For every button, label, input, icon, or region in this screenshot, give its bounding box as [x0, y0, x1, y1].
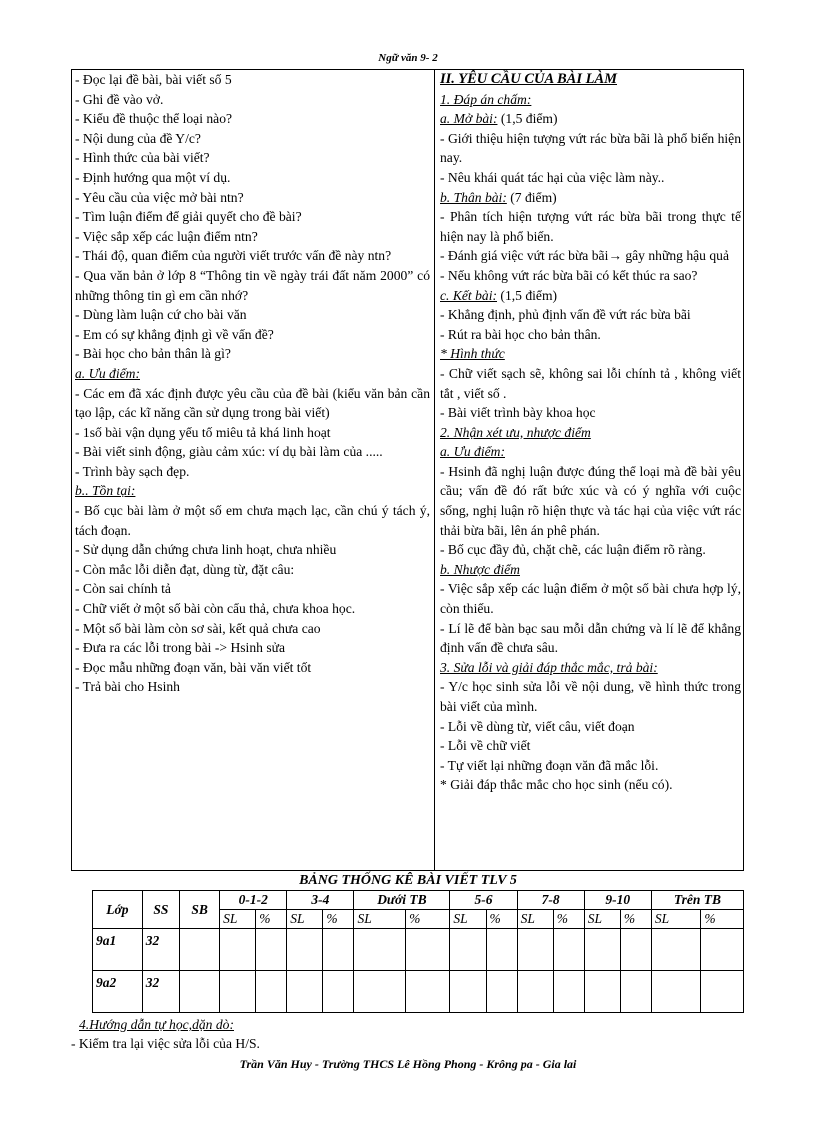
section-label: b. Nhược điểm: [440, 561, 520, 577]
empty-cell: [220, 971, 256, 1013]
stats-subheader-cell: %: [620, 910, 651, 929]
empty-cell: [620, 929, 651, 971]
right-line: * Giải đáp thắc mắc cho học sinh (nếu có).: [440, 777, 673, 793]
stats-header-cell: SS: [142, 891, 179, 929]
stats-subheader-cell: %: [553, 910, 584, 929]
stats-header-cell: 7-8: [517, 891, 584, 910]
left-line: - Định hướng qua một ví dụ.: [75, 169, 231, 185]
empty-cell: [323, 971, 354, 1013]
empty-cell: [354, 929, 406, 971]
section-label: 2. Nhận xét ưu, nhược điểm: [440, 424, 591, 440]
right-line: - Nếu không vứt rác bừa bãi có kết thúc ra sao?: [440, 267, 698, 283]
empty-cell: [180, 929, 220, 971]
stats-header-cell: Dưới TB: [354, 891, 450, 910]
section-score: (1,5 điểm): [497, 287, 558, 303]
stats-row: [93, 971, 744, 1013]
left-line: - Dùng làm luận cứ cho bài văn: [75, 307, 247, 323]
empty-cell: [553, 971, 584, 1013]
left-line: - Qua văn bản ở lớp 8 “Thông tin về ngày trái đất năm 2000” có những thông tin gì em cần nhớ?: [75, 267, 430, 303]
stats-subheader-cell: SL: [651, 910, 701, 929]
left-line: - Thái độ, quan điểm của người viết trước vấn đề này ntn?: [75, 248, 392, 264]
page-header: Ngữ văn 9- 2: [378, 52, 438, 64]
empty-cell: [701, 929, 744, 971]
stats-subheader-cell: %: [486, 910, 517, 929]
section-label: a. Ưu điểm:: [440, 444, 505, 460]
stats-subheader-cell: SL: [287, 910, 323, 929]
empty-cell: [220, 929, 256, 971]
left-line: - Đọc lại đề bài, bài viết số 5: [75, 72, 232, 87]
empty-cell: [701, 971, 744, 1013]
left-line: - Đưa ra các lỗi trong bài -> Hsinh sửa: [75, 640, 286, 656]
right-line: [440, 442, 741, 462]
right-line: - Giới thiệu hiện tượng vứt rác bừa bãi là phổ biến hiện nay.: [440, 130, 741, 166]
right-line: - Tự viết lại những đoạn văn đã mắc lỗi.: [440, 757, 659, 773]
right-line: [440, 286, 741, 306]
section-label: b. Thân bài:: [440, 189, 507, 205]
left-line: - Đọc mẫu những đoạn văn, bài văn viết tốt: [75, 659, 312, 675]
left-line: - Tìm luận điểm để giải quyết cho đề bài?: [75, 209, 302, 225]
homework-section: [71, 1015, 260, 1053]
right-line: - Phân tích hiện tượng vứt rác bừa bãi trong thực tế hiện nay là phổ biến.: [440, 209, 741, 244]
section-label: 1. Đáp án chấm:: [440, 91, 532, 107]
stats-row: [93, 929, 744, 971]
requirements-column: [435, 70, 743, 870]
empty-cell: [450, 971, 486, 1013]
stats-table: [92, 890, 744, 1013]
empty-cell: [651, 971, 701, 1013]
ss-cell: 32: [142, 929, 179, 971]
section-label: * Hình thức: [440, 346, 505, 362]
stats-subheader-cell: SL: [517, 910, 553, 929]
left-line: - Sử dụng dẫn chứng chưa linh hoạt, chưa nhiều: [75, 542, 337, 558]
empty-cell: [256, 971, 287, 1013]
right-line: - Khẳng định, phủ định vấn đề vứt rác bừa bãi: [440, 307, 691, 323]
right-line: [440, 344, 741, 364]
right-line: - Hsinh đã nghị luận được đúng thể loại mà đề bài yêu cầu; vấn đề đó rất bức xúc và có ý nghĩa với cuộc sống, nghị luận rõ hiện thực và tác hại của việc vứt rác thải bừa bãi, lên án phê phán.: [440, 463, 741, 538]
stats-header-cell: 9-10: [584, 891, 651, 910]
stats-header-cell: Lớp: [93, 891, 143, 929]
section-label: 3. Sửa lỗi và giải đáp thắc mắc, trả bài:: [440, 659, 658, 675]
empty-cell: [287, 971, 323, 1013]
left-line: - 1số bài vận dụng yếu tố miêu tả khá linh hoạt: [75, 424, 331, 440]
right-line: - Bài viết trình bày khoa học: [440, 405, 596, 421]
stats-subheader-cell: %: [323, 910, 354, 929]
left-line: - Chữ viết ở một số bài còn cẩu thả, chưa khoa học.: [75, 601, 356, 617]
lesson-table: [71, 69, 744, 871]
right-line: - Lỗi về chữ viết: [440, 738, 531, 754]
stats-subheader-cell: SL: [354, 910, 406, 929]
stats-header-cell: Trên TB: [651, 891, 743, 910]
stats-subheader-cell: SL: [584, 910, 620, 929]
right-line: - Nêu khái quát tác hại của việc làm này..: [440, 169, 665, 185]
left-line: - Bài học cho bản thân là gì?: [75, 346, 231, 362]
right-line: - Lí lẽ để bàn bạc sau mỗi dẫn chứng và lí lẽ để khẳng định vấn đề chưa sâu.: [440, 620, 741, 656]
stats-subheader-cell: %: [701, 910, 744, 929]
stats-table-title: BẢNG THỐNG KÊ BÀI VIẾT TLV 5: [299, 873, 517, 888]
left-line: - Bố cục bài làm ở một số em chưa mạch lạc, cần chú ý tách ý, tách đoạn.: [75, 503, 430, 538]
class-cell: 9a1: [93, 929, 143, 971]
left-line: - Còn sai chính tả: [75, 581, 171, 597]
empty-cell: [517, 929, 553, 971]
stats-subheader-cell: %: [256, 910, 287, 929]
empty-cell: [180, 971, 220, 1013]
left-line: [75, 364, 430, 384]
left-line: - Trả bài cho Hsinh: [75, 679, 180, 695]
stats-subheader-cell: %: [406, 910, 450, 929]
left-line: - Một số bài làm còn sơ sài, kết quả chưa cao: [75, 620, 321, 636]
right-line: [440, 423, 741, 443]
empty-cell: [450, 929, 486, 971]
empty-cell: [287, 929, 323, 971]
right-line: - Bố cục đầy đủ, chặt chẽ, các luận điểm rõ ràng.: [440, 542, 706, 558]
left-line: - Hình thức của bài viết?: [75, 150, 210, 166]
empty-cell: [651, 929, 701, 971]
left-line: - Các em đã xác định được yêu cầu của đề bài (kiểu văn bản cần tạo lập, các kĩ năng cần sử dụng trong bài viết): [75, 385, 430, 421]
stats-header-cell: 3-4: [287, 891, 354, 910]
right-line: [440, 188, 741, 208]
empty-cell: [584, 971, 620, 1013]
stats-header-cell: 5-6: [450, 891, 517, 910]
section-label: c. Kết bài:: [440, 287, 498, 303]
left-line: - Việc sắp xếp các luận điểm ntn?: [75, 228, 258, 244]
left-line: - Nội dung của đề Y/c?: [75, 130, 201, 146]
right-line: - Đánh giá việc vứt rác bừa bãi→ gây những hậu quả: [440, 248, 729, 264]
empty-cell: [486, 929, 517, 971]
class-cell: 9a2: [93, 971, 143, 1013]
right-line: - Rút ra bài học cho bản thân.: [440, 326, 601, 342]
stats-header-cell: 0-1-2: [220, 891, 287, 910]
empty-cell: [406, 971, 450, 1013]
empty-cell: [354, 971, 406, 1013]
right-line: - Lỗi về dùng từ, viết câu, viết đoạn: [440, 718, 635, 734]
stats-subheader-cell: SL: [220, 910, 256, 929]
section-label: a. Ưu điểm:: [75, 365, 140, 381]
empty-cell: [486, 971, 517, 1013]
section-score: (7 điểm): [506, 189, 557, 205]
left-line: - Kiểu đề thuộc thể loại nào?: [75, 111, 233, 127]
homework-line: - Kiểm tra lại việc sửa lỗi của H/S.: [71, 1036, 260, 1051]
empty-cell: [323, 929, 354, 971]
right-line: - Việc sắp xếp các luận điểm ở một số bài chưa hợp lý, còn thiếu.: [440, 581, 741, 617]
left-line: - Còn mắc lỗi diễn đạt, dùng từ, đặt câu:: [75, 561, 295, 577]
right-line: - Y/c học sinh sửa lỗi về nội dung, về hình thức trong bài viết của mình.: [440, 679, 741, 714]
empty-cell: [553, 929, 584, 971]
right-line: [440, 90, 741, 110]
right-line: [440, 658, 741, 678]
left-line: [75, 481, 430, 501]
author-signature: Trần Văn Huy - Trường THCS Lê Hồng Phong - Krông pa - Gia lai: [239, 1057, 577, 1071]
empty-cell: [256, 929, 287, 971]
section-label: a. Mở bài:: [440, 111, 498, 127]
left-line: - Trình bày sạch đẹp.: [75, 463, 190, 479]
stats-subheader-cell: SL: [450, 910, 486, 929]
right-line: [440, 560, 741, 580]
empty-cell: [406, 929, 450, 971]
left-line: - Bài viết sinh động, giàu cảm xúc: ví dụ bài làm của .....: [75, 444, 383, 460]
stats-header-cell: SB: [180, 891, 220, 929]
section-score: (1,5 điểm): [497, 111, 558, 127]
left-line: - Ghi đề vào vở.: [75, 91, 164, 107]
ss-cell: 32: [142, 971, 179, 1013]
left-line: - Yêu cầu của việc mở bài ntn?: [75, 189, 244, 205]
empty-cell: [584, 929, 620, 971]
left-line: - Em có sự khẳng định gì về vấn đề?: [75, 326, 274, 342]
section-label: b.. Tồn tại:: [75, 483, 136, 499]
right-line: - Chữ viết sạch sẽ, không sai lỗi chính tả , không viết tắt , viết số .: [440, 365, 741, 401]
requirements-title: II. YÊU CẦU CỦA BÀI LÀM: [440, 71, 618, 87]
homework-heading: 4.Hướng dẫn tự học,dặn dò:: [79, 1017, 234, 1032]
empty-cell: [620, 971, 651, 1013]
right-line: [440, 109, 741, 129]
activities-column: [72, 70, 435, 870]
empty-cell: [517, 971, 553, 1013]
